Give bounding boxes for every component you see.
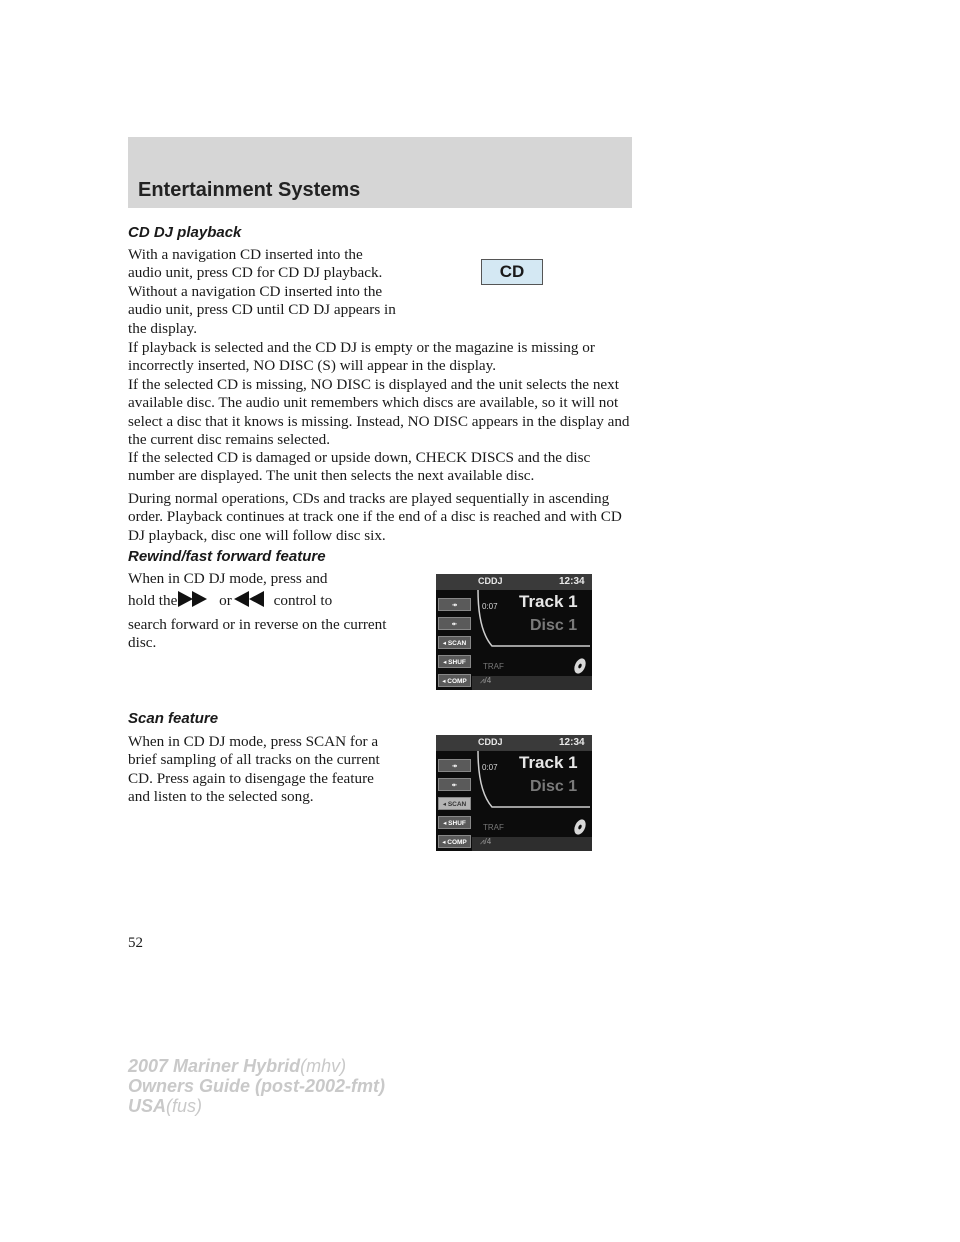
cd-button-icon: CD: [481, 259, 543, 285]
display-disc: Disc 1: [530, 617, 578, 634]
audio-display-scan: [436, 735, 592, 851]
paragraph-no-disc-s: If playback is selected and the CD DJ is empty or the magazine is missing or incorrectly inserted, NO DISC (S) will appear in the display.: [128, 339, 595, 375]
rewind-icon: [232, 591, 270, 612]
document-footer: [128, 1056, 385, 1116]
display-shuffle-button: ◂ SHUF: [438, 816, 471, 829]
rewind-paragraph: [128, 570, 398, 653]
footer-market-code: (fus): [166, 1096, 203, 1116]
display-scan-button: ◂ SCAN: [438, 636, 471, 649]
display-scan-button-active: ◂ SCAN: [438, 797, 471, 810]
display-traffic-indicator: TRAF: [483, 823, 504, 832]
heading-cddj-playback: CD DJ playback: [128, 224, 242, 241]
page-number: 52: [128, 935, 143, 951]
display-track: Track 1: [519, 753, 578, 772]
section-title: Entertainment Systems: [138, 179, 361, 201]
display-rewind-button: ↞: [438, 778, 471, 791]
display-compression-button: ◂ COMP: [438, 674, 471, 687]
rewind-line-2: [128, 591, 398, 612]
display-track: Track 1: [519, 592, 578, 611]
audio-display-rewind: [436, 574, 592, 690]
display-fast-forward-button: ↠: [438, 759, 471, 772]
display-rewind-button: ↞: [438, 617, 471, 630]
footer-line-3: [128, 1096, 385, 1116]
display-clock: 12:34: [559, 576, 585, 587]
display-mode-label: CDDJ: [478, 576, 503, 586]
footer-line-2: Owners Guide (post-2002-fmt): [128, 1076, 386, 1096]
display-compression-button: ◂ COMP: [438, 835, 471, 848]
rewind-or-text: or: [219, 592, 232, 610]
disc-icon: [573, 657, 587, 675]
rewind-line-1: When in CD DJ mode, press and: [128, 570, 328, 587]
footer-model-code: (mhv): [300, 1056, 347, 1076]
display-fast-forward-button: ↠: [438, 598, 471, 611]
display-mode-label: CDDJ: [478, 737, 503, 747]
fast-forward-icon: [177, 591, 215, 612]
paragraph-no-disc: If the selected CD is missing, NO DISC is displayed and the unit selects the next available disc. The audio unit remembers which discs are available, so it will not select a disc that it knows is missing. Instead, NO DISC appears in the display and the current disc remains selected.: [128, 376, 630, 449]
scan-paragraph: When in CD DJ mode, press SCAN for a brief sampling of all tracks on the current CD. Press again to disengage the feature and listen to the selected song.: [128, 733, 380, 806]
display-elapsed-time: 0:07: [482, 763, 498, 772]
rewind-hold-text: hold the: [128, 592, 178, 610]
section-header-band: [128, 137, 632, 208]
display-elapsed-time: 0:07: [482, 602, 498, 611]
footer-model: 2007 Mariner Hybrid: [128, 1056, 301, 1076]
display-shuffle-button: ◂ SHUF: [438, 655, 471, 668]
heading-rewind-fast-forward: Rewind/fast forward feature: [128, 548, 326, 565]
rewind-rest-text: search forward or in reverse on the current disc.: [128, 615, 387, 652]
antenna-icon: ⩘/4: [480, 676, 492, 685]
rewind-control-text: control to: [273, 592, 333, 610]
disc-icon: [573, 818, 587, 836]
heading-scan-feature: Scan feature: [128, 710, 219, 727]
display-traffic-indicator: TRAF: [483, 662, 504, 671]
paragraph-check-discs: If the selected CD is damaged or upside down, CHECK DISCS and the disc number are displayed. The unit then selects the next available disc.: [128, 449, 591, 485]
display-clock: 12:34: [559, 737, 585, 748]
paragraph-normal-operation: During normal operations, CDs and tracks are played sequentially in ascending order. Playback continues at track one if the end of a disc is reached and with CD DJ playback, disc one will follow disc six.: [128, 490, 622, 544]
display-disc: Disc 1: [530, 778, 578, 795]
cddj-intro-paragraph: With a navigation CD inserted into the audio unit, press CD for CD DJ playback. Without a navigation CD inserted into the audio unit, press CD until CD DJ appears in the display.: [128, 246, 396, 337]
footer-line-1: [128, 1056, 385, 1076]
antenna-icon: ⩘/4: [480, 837, 492, 846]
footer-market: USA: [128, 1096, 167, 1116]
